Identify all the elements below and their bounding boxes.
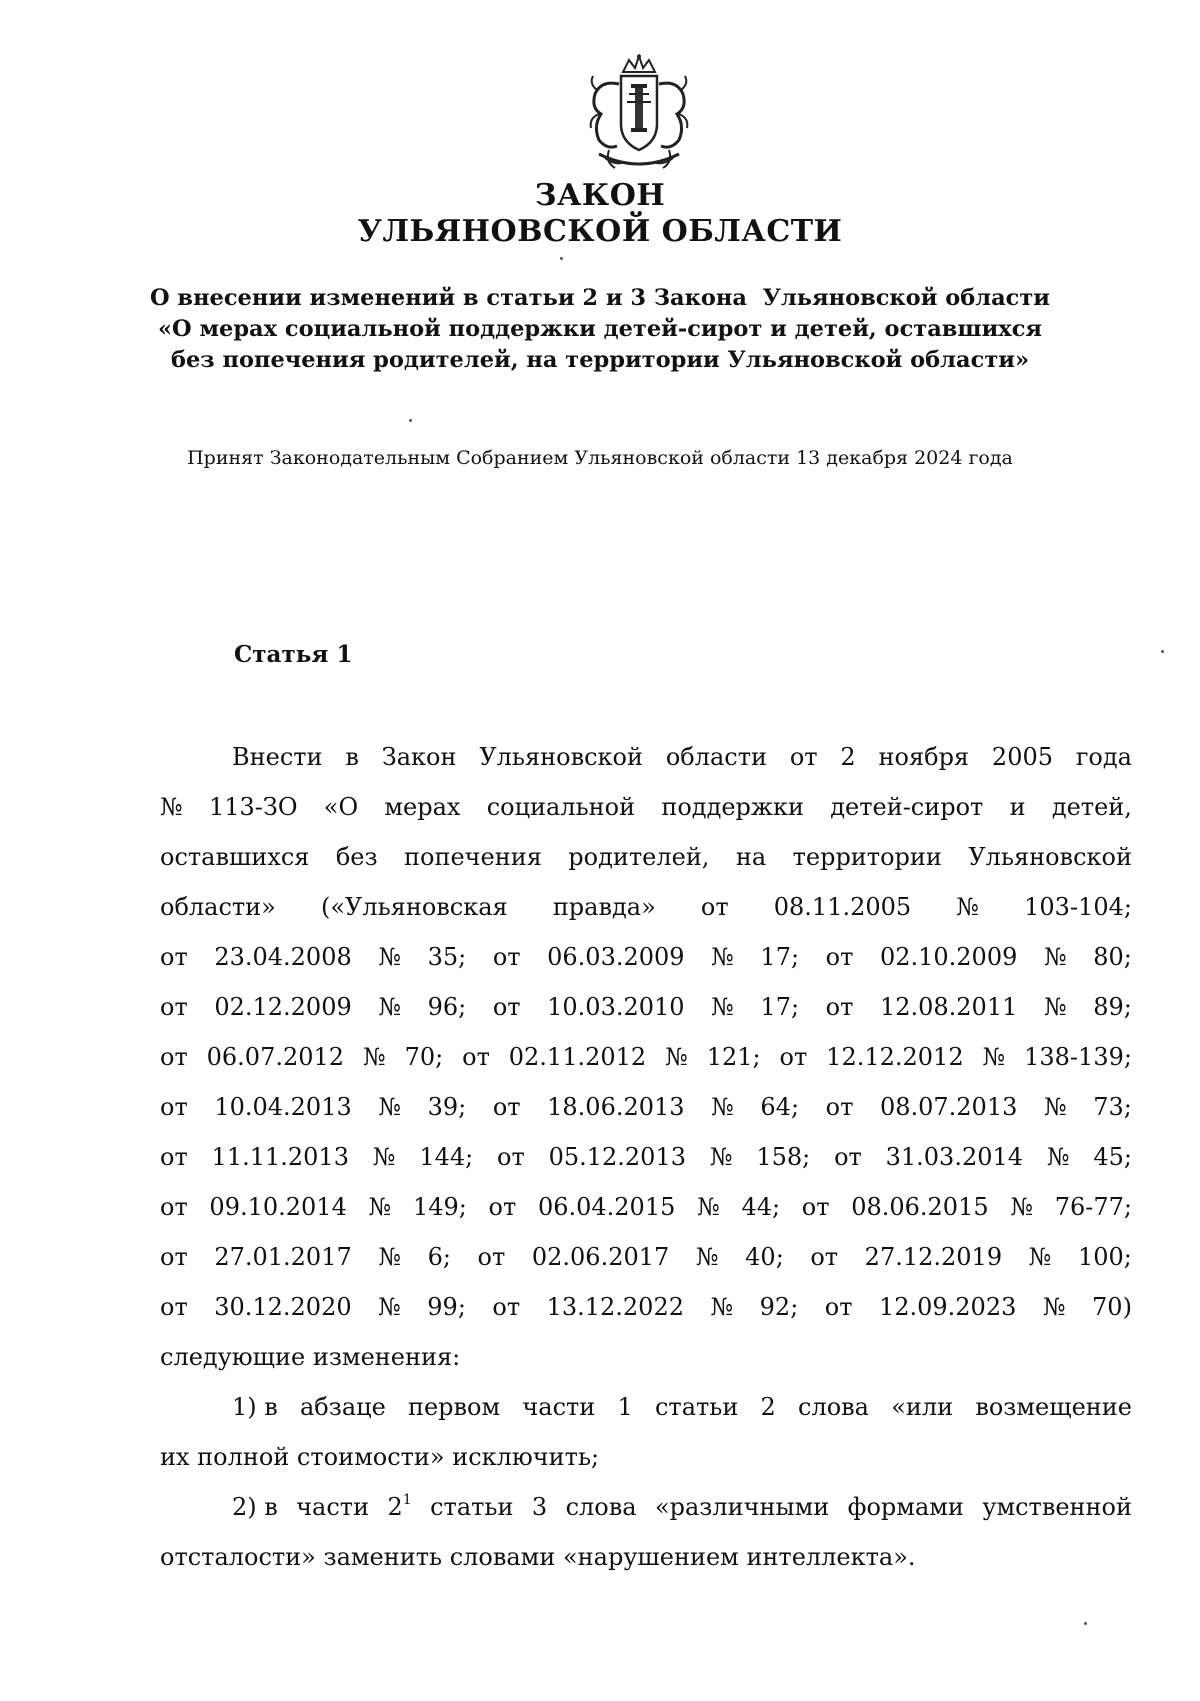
- intro-word: №: [1028, 1243, 1052, 1271]
- intro-word: №: [372, 1143, 396, 1171]
- intro-word: социальной: [486, 793, 636, 821]
- intro-word: Ульяновской: [479, 743, 643, 771]
- intro-word: родителей,: [568, 843, 710, 871]
- intro-word: 35;: [427, 943, 467, 971]
- subject-line2: «О мерах социальной поддержки детей-сирот и детей, оставшихся: [157, 316, 1043, 342]
- intro-word: «О: [323, 793, 359, 821]
- intro-word: правда»: [552, 893, 656, 921]
- item-2-word: умственной: [982, 1493, 1132, 1521]
- intro-line: [160, 782, 1132, 832]
- intro-line: [160, 882, 1132, 932]
- intro-word: от: [160, 1243, 188, 1271]
- intro-word: от: [801, 1193, 830, 1221]
- intro-word: 40;: [745, 1243, 784, 1271]
- intro-word: 02.11.2012: [508, 1043, 647, 1071]
- item-2-word: слова: [565, 1493, 637, 1521]
- intro-paragraph: [160, 732, 1132, 1332]
- item-1-word: «или: [891, 1393, 954, 1421]
- intro-word: 2005: [991, 743, 1053, 771]
- intro-word: («Ульяновская: [320, 893, 508, 921]
- intro-word: 12.08.2011: [879, 993, 1018, 1021]
- item-1-word: 2: [760, 1393, 776, 1421]
- item-2-word: «различными: [654, 1493, 830, 1521]
- intro-word: от: [824, 1293, 853, 1321]
- intro-line: [160, 732, 1132, 782]
- intro-word: 64;: [760, 1093, 800, 1121]
- item-1-word: статьи: [654, 1393, 739, 1421]
- adoption-note: Принят Законодательным Собранием Ульяновской области 13 декабря 2024 года: [187, 447, 1013, 469]
- intro-word: 92;: [759, 1293, 799, 1321]
- intro-word: 30.12.2020: [214, 1293, 352, 1321]
- intro-word: 149;: [412, 1193, 467, 1221]
- intro-word: №: [711, 1093, 734, 1121]
- intro-word: Ульяновской: [968, 843, 1132, 871]
- intro-word: №: [1046, 1143, 1070, 1171]
- intro-line: [160, 832, 1132, 882]
- intro-word: 144;: [419, 1143, 474, 1171]
- intro-word: №: [378, 993, 402, 1021]
- intro-word: №: [711, 993, 734, 1021]
- intro-word: области: [665, 743, 767, 771]
- law-title-line2: УЛЬЯНОВСКОЙ ОБЛАСТИ: [357, 214, 843, 249]
- intro-word: от: [492, 1093, 521, 1121]
- intro-word: от: [160, 1143, 188, 1171]
- item-2-word: статьи: [430, 1493, 514, 1521]
- intro-word: №: [160, 793, 183, 821]
- intro-word: от: [160, 1293, 188, 1321]
- intro-word: 08.11.2005: [773, 893, 912, 921]
- intro-word: №: [695, 1243, 719, 1271]
- intro-word: 31.03.2014: [885, 1143, 1024, 1171]
- intro-word: 39;: [427, 1093, 467, 1121]
- intro-word: от: [779, 1043, 808, 1071]
- intro-word: оставшихся: [160, 843, 310, 871]
- intro-word: от: [492, 943, 521, 971]
- intro-line: [160, 1032, 1132, 1082]
- item-2-part-number: $2^1$: [387, 1492, 412, 1521]
- intro-word: 17;: [760, 943, 800, 971]
- intro-word: от: [810, 1243, 839, 1271]
- item-1-word: 1) в: [232, 1393, 278, 1421]
- law-subject: [120, 283, 1080, 376]
- article-body: [160, 732, 1132, 1582]
- article-heading: Статья 1: [234, 641, 353, 668]
- intro-word: от: [825, 1093, 854, 1121]
- intro-word: №: [665, 1043, 688, 1071]
- intro-word: 70): [1092, 1293, 1132, 1321]
- intro-word: от: [492, 993, 521, 1021]
- intro-word: и: [1009, 793, 1026, 821]
- amendment-item-2: [160, 1482, 1132, 1532]
- intro-word: №: [1010, 1193, 1034, 1221]
- intro-word: №: [982, 1043, 1006, 1071]
- subject-line1: О внесении изменений в статьи 2 и 3 Закона Ульяновской области: [150, 285, 1050, 311]
- intro-word: 76-77;: [1054, 1193, 1132, 1221]
- intro-word: №: [378, 1093, 402, 1121]
- intro-word: 27.01.2017: [214, 1243, 352, 1271]
- intro-word: 96;: [427, 993, 467, 1021]
- intro-word: 99;: [427, 1293, 466, 1321]
- intro-word: 06.07.2012: [206, 1043, 345, 1071]
- intro-word: 17;: [760, 993, 800, 1021]
- intro-word: 10.03.2010: [547, 993, 685, 1021]
- intro-word: Закон: [381, 743, 457, 771]
- intro-word: детей-сирот: [830, 793, 984, 821]
- intro-word: от: [789, 743, 818, 771]
- intro-word: года: [1075, 743, 1132, 771]
- coat-of-arms-icon: [585, 54, 693, 172]
- intro-line: [160, 932, 1132, 982]
- intro-word: 27.12.2019: [864, 1243, 1003, 1271]
- intro-word: 02.12.2009: [214, 993, 352, 1021]
- amendment-item-2-continuation: отсталости» заменить словами «нарушением интеллекта».: [160, 1543, 916, 1571]
- intro-word: 02.10.2009: [879, 943, 1018, 971]
- intro-last-line: следующие изменения:: [160, 1343, 461, 1371]
- intro-word: 138-139;: [1024, 1043, 1132, 1071]
- intro-word: 13.12.2022: [546, 1293, 684, 1321]
- item-2-marker: 2) в: [232, 1493, 278, 1521]
- intro-line: [160, 1082, 1132, 1132]
- intro-word: от: [497, 1143, 525, 1171]
- intro-word: от: [160, 993, 188, 1021]
- intro-word: от: [825, 943, 854, 971]
- intro-word: 121;: [706, 1043, 761, 1071]
- intro-word: №: [1043, 943, 1067, 971]
- intro-word: №: [697, 1193, 720, 1221]
- intro-word: от: [825, 993, 854, 1021]
- intro-word: от: [477, 1243, 506, 1271]
- intro-word: №: [1043, 993, 1067, 1021]
- intro-word: №: [1043, 1093, 1067, 1121]
- item-1-word: части: [522, 1393, 596, 1421]
- item-1-word: первом: [407, 1393, 501, 1421]
- intro-word: от: [700, 893, 729, 921]
- intro-word: 80;: [1093, 943, 1132, 971]
- item-1-word: абзаце: [299, 1393, 386, 1421]
- intro-word: поддержки: [661, 793, 804, 821]
- intro-word: 113-ЗО: [208, 793, 298, 821]
- intro-word: 70;: [404, 1043, 444, 1071]
- intro-line: [160, 1232, 1132, 1282]
- item-1-word: слова: [798, 1393, 869, 1421]
- intro-word: 09.10.2014: [209, 1193, 347, 1221]
- intro-word: в: [345, 743, 359, 771]
- scan-speck: [1084, 1622, 1087, 1625]
- intro-word: 44;: [741, 1193, 781, 1221]
- intro-word: 10.04.2013: [214, 1093, 352, 1121]
- item-1-word: возмещение: [975, 1393, 1132, 1421]
- intro-word: от: [834, 1143, 862, 1171]
- subject-line3: без попечения родителей, на территории Ульяновской области»: [170, 347, 1030, 373]
- intro-word: 08.06.2015: [851, 1193, 989, 1221]
- intro-word: 11.11.2013: [211, 1143, 349, 1171]
- intro-word: №: [711, 943, 734, 971]
- intro-word: от: [160, 1193, 188, 1221]
- intro-word: 06.03.2009: [547, 943, 685, 971]
- intro-word: детей,: [1051, 793, 1132, 821]
- intro-word: 2: [840, 743, 856, 771]
- intro-word: 6;: [427, 1243, 451, 1271]
- intro-word: от: [492, 1293, 521, 1321]
- intro-word: №: [1042, 1293, 1066, 1321]
- intro-word: 73;: [1093, 1093, 1132, 1121]
- intro-word: №: [378, 1243, 402, 1271]
- intro-word: №: [378, 943, 402, 971]
- item-2-word: 3: [531, 1493, 548, 1521]
- intro-word: на: [735, 843, 767, 871]
- intro-word: попечения: [404, 843, 542, 871]
- intro-word: от: [160, 1043, 188, 1071]
- intro-word: от: [160, 943, 188, 971]
- scan-speck: [409, 419, 412, 422]
- intro-word: №: [709, 1143, 733, 1171]
- intro-line: [160, 1182, 1132, 1232]
- intro-line: [160, 982, 1132, 1032]
- intro-word: 12.12.2012: [826, 1043, 964, 1071]
- intro-word: 103-104;: [1024, 893, 1132, 921]
- scan-speck: [560, 257, 563, 260]
- item-1-word: 1: [617, 1393, 633, 1421]
- intro-word: №: [710, 1293, 734, 1321]
- intro-word: мерах: [384, 793, 461, 821]
- intro-line: [160, 1282, 1132, 1332]
- intro-word: 06.04.2015: [537, 1193, 676, 1221]
- amendment-item-1: [160, 1382, 1132, 1432]
- intro-word: 89;: [1093, 993, 1132, 1021]
- intro-word: 02.06.2017: [531, 1243, 670, 1271]
- intro-word: ноября: [878, 743, 970, 771]
- intro-word: территории: [792, 843, 942, 871]
- law-title-line1: ЗАКОН: [534, 178, 666, 213]
- intro-line: [160, 1132, 1132, 1182]
- intro-word: 45;: [1093, 1143, 1132, 1171]
- intro-word: 23.04.2008: [214, 943, 352, 971]
- intro-word: Внести: [232, 743, 323, 771]
- intro-word: от: [160, 1093, 188, 1121]
- intro-word: 100;: [1077, 1243, 1132, 1271]
- item-2-word: части: [296, 1493, 370, 1521]
- scan-speck: [1161, 650, 1164, 653]
- intro-word: 12.09.2023: [878, 1293, 1017, 1321]
- intro-word: №: [362, 1043, 386, 1071]
- intro-word: от: [488, 1193, 517, 1221]
- intro-word: №: [378, 1293, 401, 1321]
- intro-word: 18.06.2013: [547, 1093, 685, 1121]
- intro-word: 08.07.2013: [879, 1093, 1018, 1121]
- intro-word: без: [335, 843, 378, 871]
- intro-word: 05.12.2013: [548, 1143, 686, 1171]
- intro-word: №: [368, 1193, 392, 1221]
- intro-word: №: [956, 893, 980, 921]
- item-2-word: формами: [847, 1493, 964, 1521]
- intro-word: 158;: [756, 1143, 811, 1171]
- intro-word: области»: [160, 893, 276, 921]
- intro-word: от: [462, 1043, 490, 1071]
- amendment-item-1-continuation: их полной стоимости» исключить;: [160, 1443, 600, 1471]
